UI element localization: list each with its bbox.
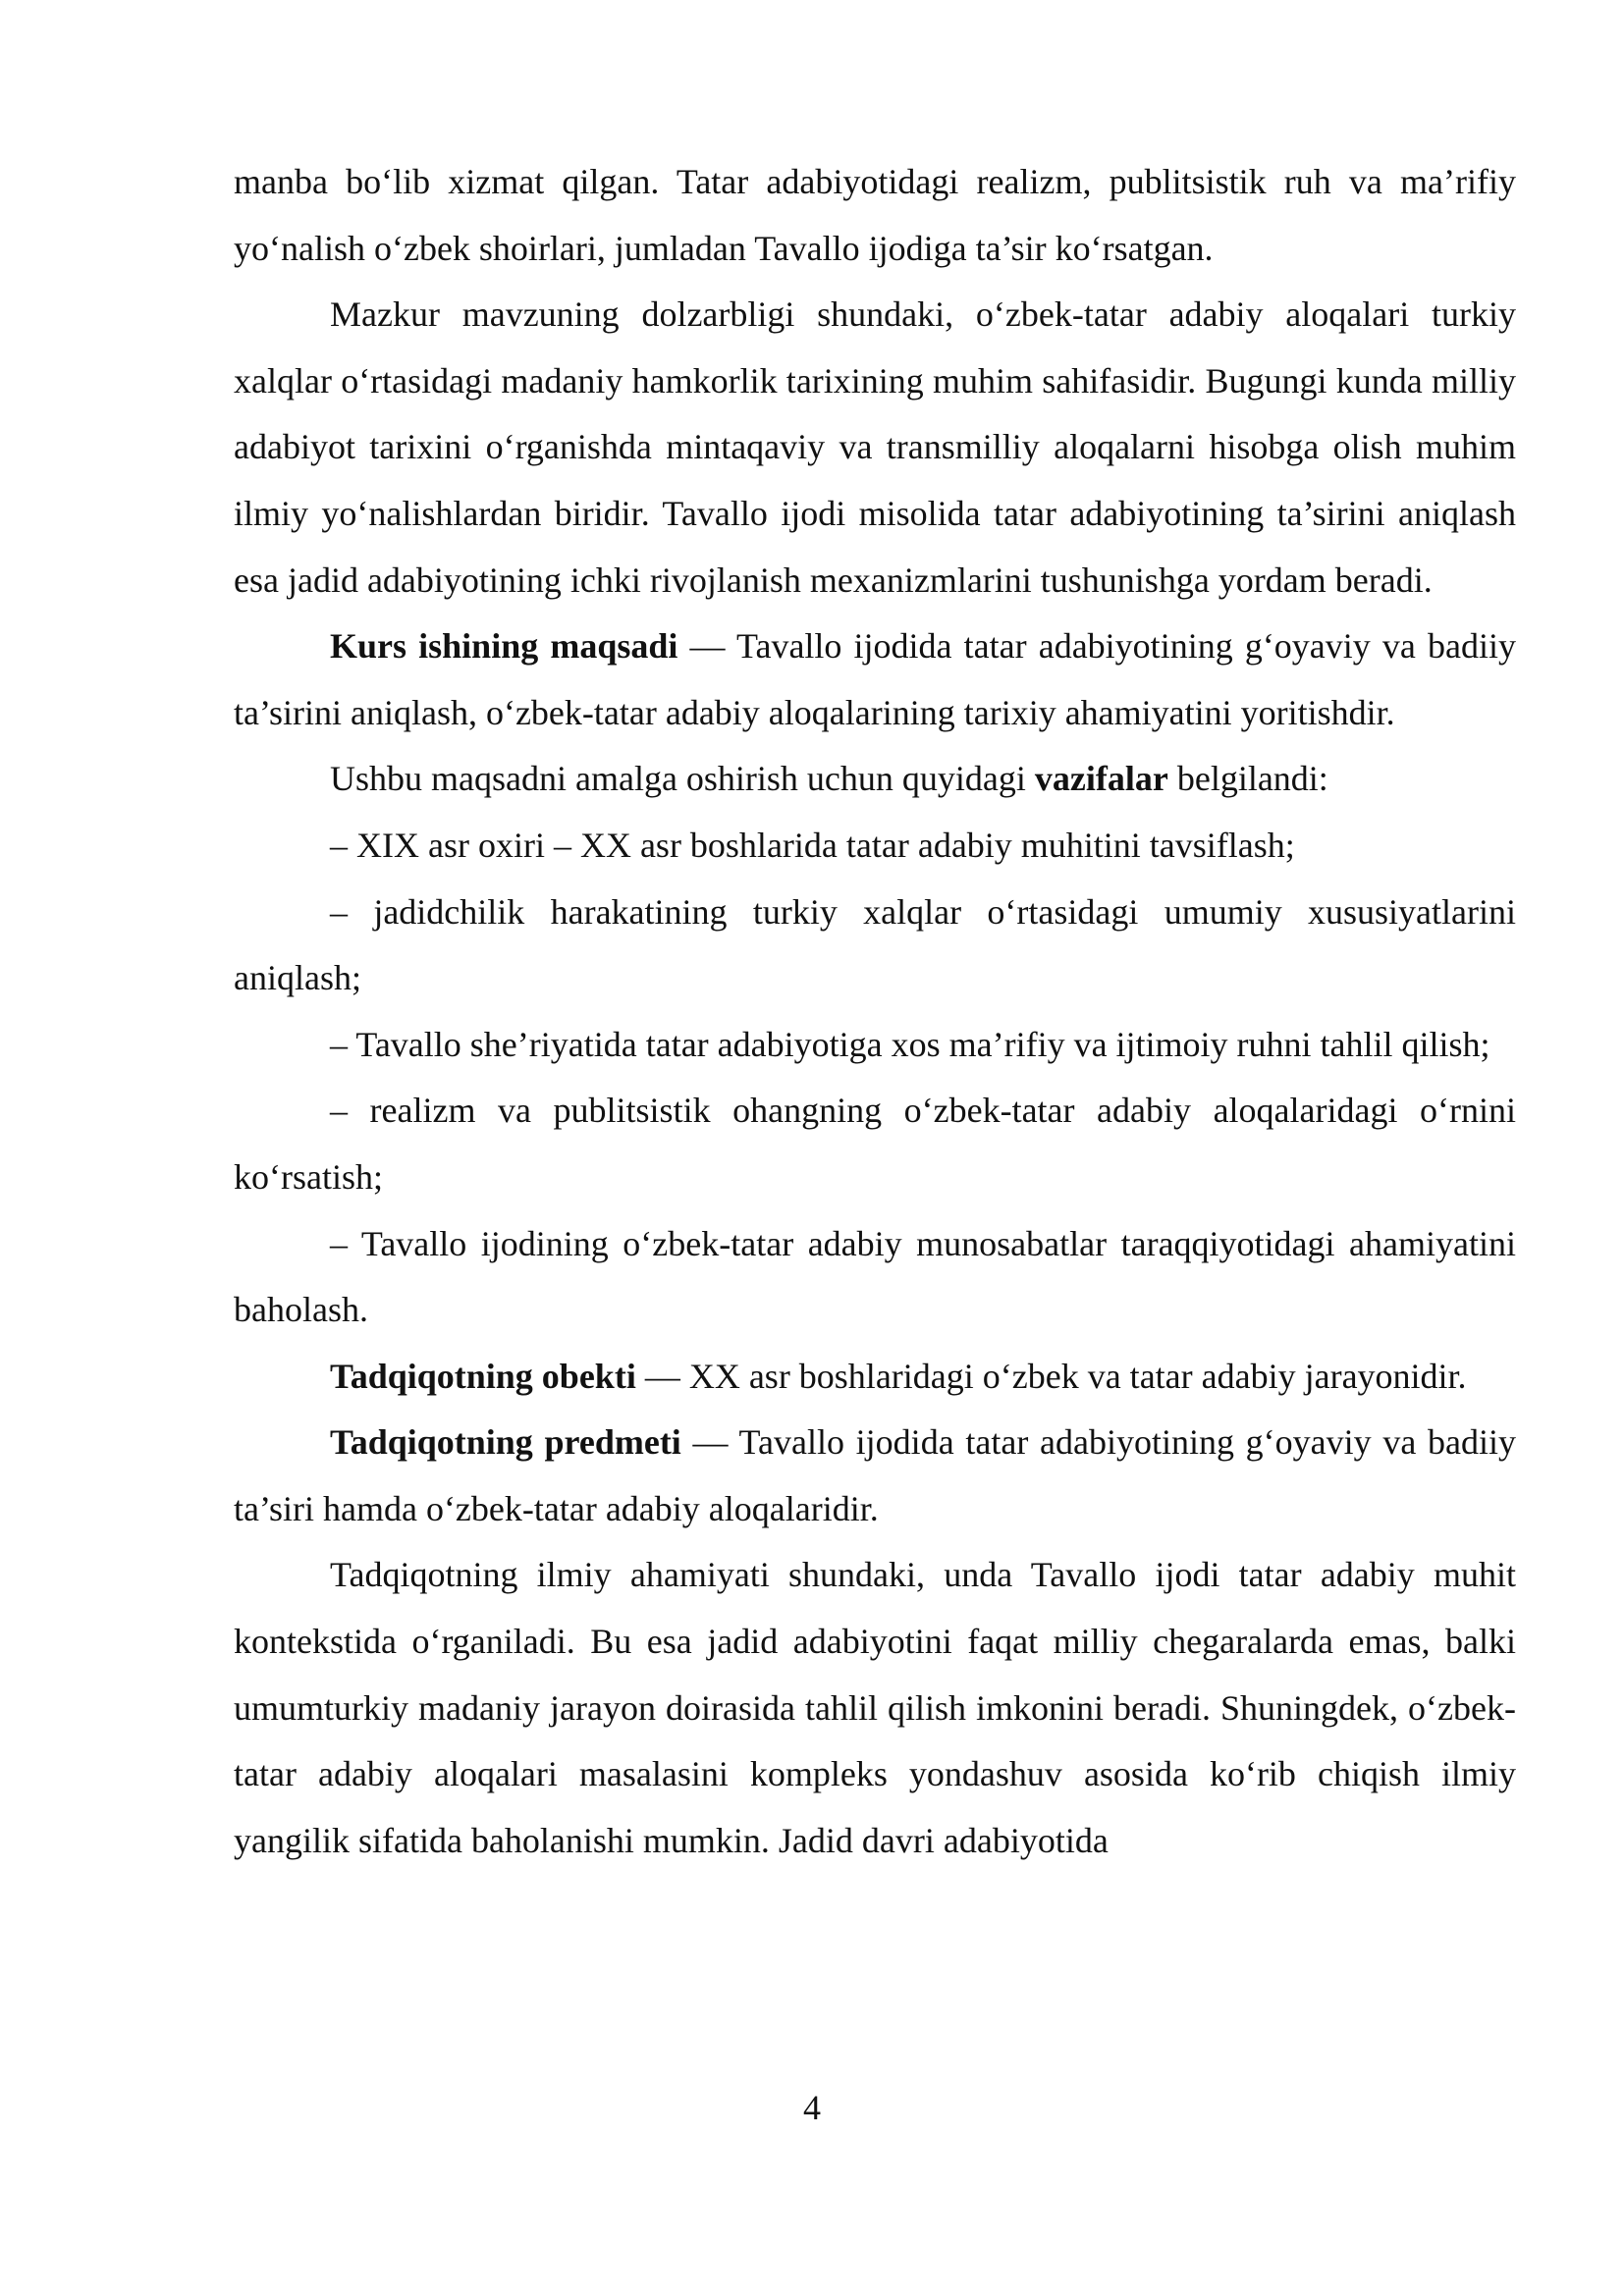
paragraph-text: Mazkur mavzuning dolzarbligi shundaki, o‘zbek-tatar adabiy aloqalari turkiy xalqlar o‘rtasidagi madaniy hamkorlik tarixining muhim sahifasidir. Bugungi kunda milliy adabiyot tarixini o‘rganishda mintaqaviy va transmilliy aloqalarni hisobga olish muhim ilmiy yo‘nalishlardan biridir. Tavallo ijodi misolida tatar adabiyotining ta’sirini aniqlash esa jadid adabiyotining ichki rivojlanish mexanizmlarini tushunishga yordam beradi.	[234, 294, 1516, 600]
paragraph-tasks-intro	[234, 746, 1516, 813]
document-body	[234, 149, 1516, 1874]
paragraph-text: – realizm va publitsistik ohangning o‘zbek-tatar adabiy aloqalaridagi o‘rnini ko‘rsatish;	[234, 1091, 1516, 1197]
paragraph-text: – Tavallo she’riyatida tatar adabiyotiga xos ma’rifiy va ijtimoiy ruhni tahlil qilish;	[330, 1024, 1490, 1064]
paragraph-text: manba bo‘lib xizmat qilgan. Tatar adabiyotidagi realizm, publitsistik ruh va ma’rifiy yo‘nalish o‘zbek shoirlari, jumladan Tavallo ijodiga ta’sir ko‘rsatgan.	[234, 162, 1516, 268]
paragraph-intro-continuation	[234, 149, 1516, 282]
list-item-task-3	[234, 1012, 1516, 1079]
paragraph-text: Ushbu maqsadni amalga oshirish uchun quyidagi	[330, 759, 1035, 799]
paragraph-text: – XIX asr oxiri – XX asr boshlarida tatar adabiy muhitini tavsiflash;	[330, 825, 1295, 865]
list-item-task-1	[234, 813, 1516, 880]
paragraph-text: — Tavallo ijodida tatar adabiyotining g‘oyaviy va badiiy ta’siri hamda o‘zbek-tatar adabiy aloqalaridir.	[234, 1422, 1516, 1528]
paragraph-text-after: belgilandi:	[1167, 759, 1328, 799]
term-heading: vazifalar	[1034, 759, 1168, 799]
paragraph-text: – Tavallo ijodining o‘zbek-tatar adabiy munosabatlar taraqqiyotidagi ahamiyatini baholash.	[234, 1223, 1516, 1330]
paragraph-research-subject	[234, 1410, 1516, 1542]
list-item-task-4	[234, 1078, 1516, 1210]
paragraph-text: Tadqiqotning ilmiy ahamiyati shundaki, unda Tavallo ijodi tatar adabiy muhit kontekstida o‘rganiladi. Bu esa jadid adabiyotini faqat milliy chegaralarda emas, balki umumturkiy madaniy jarayon doirasida tahlil qilish imkonini beradi. Shuningdek, o‘zbek-tatar adabiy aloqalari masalasini kompleks yondashuv asosida ko‘rib chiqish ilmiy yangilik sifatida baholanishi mumkin. Jadid davri adabiyotida	[234, 1555, 1516, 1860]
paragraph-text: — Tavallo ijodida tatar adabiyotining g‘oyaviy va badiiy ta’sirini aniqlash, o‘zbek-tatar adabiy aloqalarining tarixiy ahamiyatini yoritishdir.	[234, 626, 1516, 732]
paragraph-relevance	[234, 282, 1516, 614]
paragraph-text: – jadidchilik harakatining turkiy xalqlar o‘rtasidagi umumiy xususiyatlarini aniqlash;	[234, 891, 1516, 998]
term-heading: Tadqiqotning obekti	[330, 1356, 636, 1396]
paragraph-scientific-significance	[234, 1542, 1516, 1874]
paragraph-research-object	[234, 1344, 1516, 1411]
page-number: 4	[803, 2088, 821, 2127]
term-heading: Kurs ishining maqsadi	[330, 626, 678, 667]
term-heading: Tadqiqotning predmeti	[330, 1422, 681, 1463]
paragraph-goal	[234, 614, 1516, 746]
paragraph-text: — XX asr boshlaridagi o‘zbek va tatar adabiy jarayonidir.	[635, 1356, 1467, 1396]
list-item-task-2	[234, 880, 1516, 1012]
list-item-task-5	[234, 1211, 1516, 1344]
